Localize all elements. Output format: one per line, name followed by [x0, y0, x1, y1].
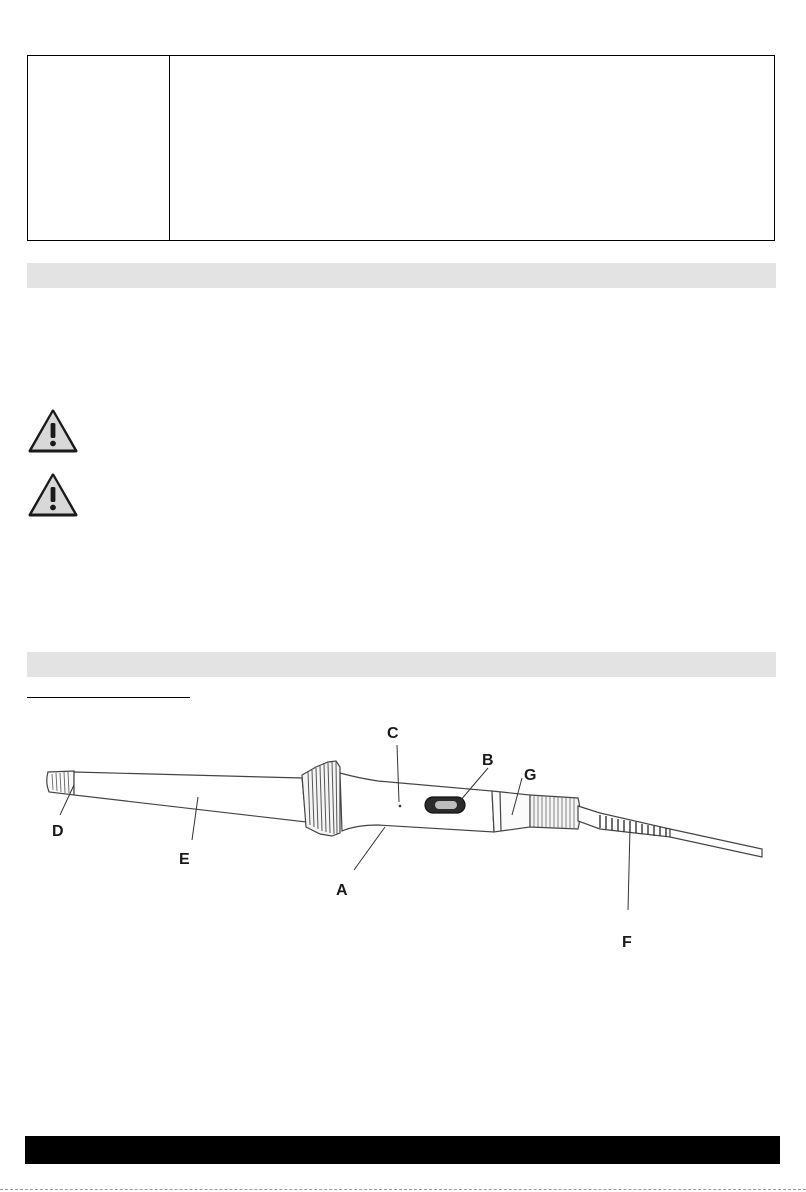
label-g: G [524, 767, 537, 784]
label-b: B [482, 752, 494, 769]
label-f: F [622, 934, 632, 951]
ring-g-shape [492, 791, 530, 832]
info-table [27, 55, 775, 241]
footer-bar [25, 1136, 780, 1164]
barrel-e-shape [74, 772, 306, 822]
info-table-right-cell [170, 56, 774, 240]
section-header-bar [27, 263, 776, 288]
label-e: E [179, 851, 190, 868]
label-a: A [336, 882, 348, 899]
warning-triangle-icon [27, 472, 79, 518]
knob-shape [530, 795, 580, 829]
subheading-underline [27, 697, 190, 698]
label-c: C [387, 725, 399, 742]
info-table-left-cell [28, 56, 170, 240]
label-d: D [52, 823, 64, 840]
section-header-bar [27, 652, 776, 677]
warning-triangle-icon [27, 408, 79, 454]
bottom-dashed-line [0, 1189, 806, 1190]
soldering-iron-diagram [40, 715, 780, 955]
cable-shape [670, 829, 762, 857]
handle-a-shape [340, 773, 494, 832]
